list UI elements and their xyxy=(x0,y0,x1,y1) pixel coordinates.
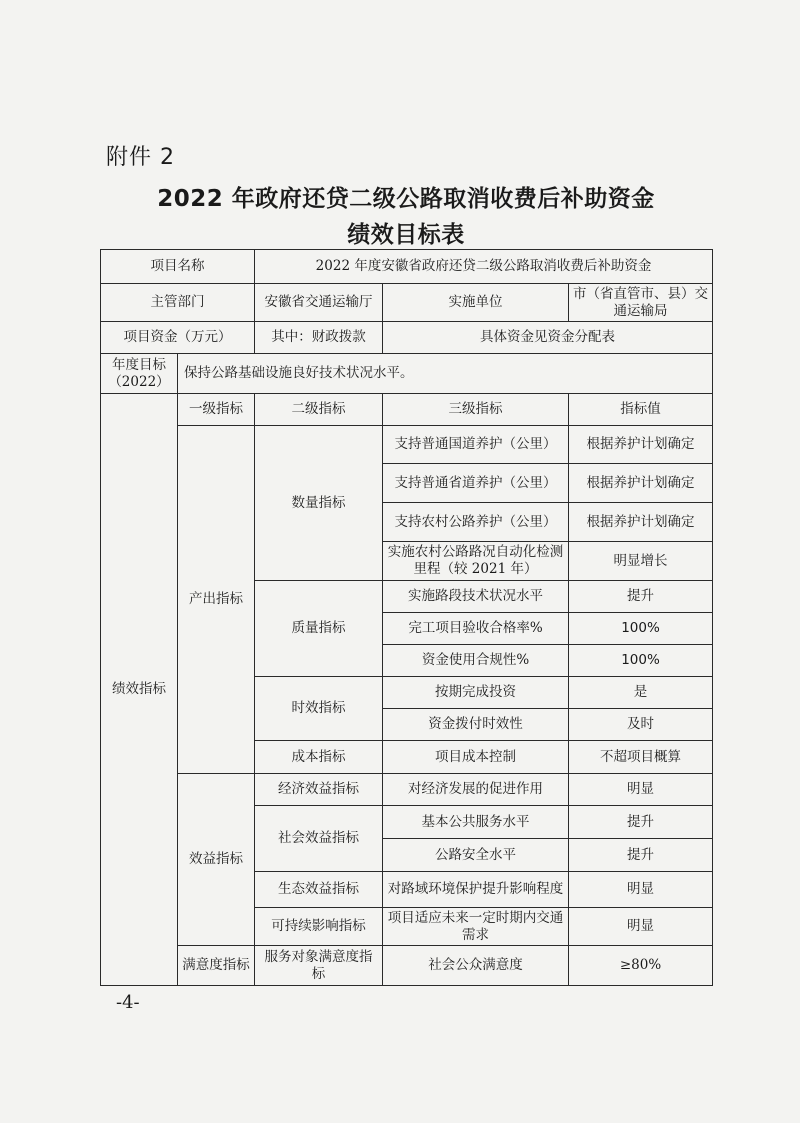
impl-unit-value: 市（省直管市、县）交通运输局 xyxy=(569,284,713,322)
attachment-label: 附件 2 xyxy=(106,145,175,170)
fund-sub: 其中：财政拨款 xyxy=(255,322,383,354)
satisfaction-indicator-label: 满意度指标 xyxy=(178,946,255,986)
value-cell: 不超项目概算 xyxy=(569,741,713,774)
col-level2: 二级指标 xyxy=(255,394,383,426)
value-cell: ≥80% xyxy=(569,946,713,986)
level3-cell: 公路安全水平 xyxy=(383,839,569,872)
level3-cell: 项目成本控制 xyxy=(383,741,569,774)
value-cell: 100% xyxy=(569,645,713,677)
value-cell: 提升 xyxy=(569,839,713,872)
value-cell: 根据养护计划确定 xyxy=(569,503,713,542)
economic-indicator-label: 经济效益指标 xyxy=(255,774,383,806)
document-subtitle: 绩效目标表 xyxy=(347,222,465,248)
cost-indicator-label: 成本指标 xyxy=(255,741,383,774)
level3-cell: 资金使用合规性% xyxy=(383,645,569,677)
level3-cell: 支持普通国道养护（公里） xyxy=(383,426,569,464)
col-level1: 一级指标 xyxy=(178,394,255,426)
level3-cell: 项目适应未来一定时期内交通需求 xyxy=(383,908,569,946)
level3-cell: 实施农村公路路况自动化检测里程（较 2021 年） xyxy=(383,542,569,581)
table-row xyxy=(101,250,713,284)
document-title: 2022 年政府还贷二级公路取消收费后补助资金 xyxy=(157,186,655,212)
table-row xyxy=(101,946,713,986)
value-cell: 提升 xyxy=(569,581,713,613)
fund-value: 具体资金见资金分配表 xyxy=(383,322,713,354)
value-cell: 明显 xyxy=(569,908,713,946)
time-indicator-label: 时效指标 xyxy=(255,677,383,741)
level3-cell: 完工项目验收合格率% xyxy=(383,613,569,645)
value-cell: 提升 xyxy=(569,806,713,839)
perf-indicator-label: 绩效指标 xyxy=(101,394,178,986)
value-cell: 根据养护计划确定 xyxy=(569,426,713,464)
service-sat-indicator-label: 服务对象满意度指标 xyxy=(255,946,383,986)
annual-goal-label: 年度目标（2022） xyxy=(101,354,178,394)
quantity-indicator-label: 数量指标 xyxy=(255,426,383,581)
value-cell: 及时 xyxy=(569,709,713,741)
level3-cell: 支持农村公路养护（公里） xyxy=(383,503,569,542)
table-row xyxy=(101,426,713,464)
level3-cell: 按期完成投资 xyxy=(383,677,569,709)
table-header-row xyxy=(101,394,713,426)
level3-cell: 社会公众满意度 xyxy=(383,946,569,986)
level3-cell: 支持普通省道养护（公里） xyxy=(383,464,569,503)
dept-value: 安徽省交通运输厅 xyxy=(255,284,383,322)
benefit-indicator-label: 效益指标 xyxy=(178,774,255,946)
value-cell: 明显增长 xyxy=(569,542,713,581)
table-row xyxy=(101,322,713,354)
fund-label: 项目资金（万元） xyxy=(101,322,255,354)
project-name-label: 项目名称 xyxy=(101,250,255,284)
table-row xyxy=(101,284,713,322)
quality-indicator-label: 质量指标 xyxy=(255,581,383,677)
value-cell: 明显 xyxy=(569,774,713,806)
value-cell: 根据养护计划确定 xyxy=(569,464,713,503)
social-indicator-label: 社会效益指标 xyxy=(255,806,383,872)
level3-cell: 基本公共服务水平 xyxy=(383,806,569,839)
table-row xyxy=(101,774,713,806)
eco-indicator-label: 生态效益指标 xyxy=(255,872,383,908)
col-value: 指标值 xyxy=(569,394,713,426)
annual-goal-value: 保持公路基础设施良好技术状况水平。 xyxy=(178,354,713,394)
col-level3: 三级指标 xyxy=(383,394,569,426)
dept-label: 主管部门 xyxy=(101,284,255,322)
value-cell: 明显 xyxy=(569,872,713,908)
impl-unit-label: 实施单位 xyxy=(383,284,569,322)
value-cell: 是 xyxy=(569,677,713,709)
page-number: -4- xyxy=(116,992,140,1013)
level3-cell: 实施路段技术状况水平 xyxy=(383,581,569,613)
value-cell: 100% xyxy=(569,613,713,645)
project-name-value: 2022 年度安徽省政府还贷二级公路取消收费后补助资金 xyxy=(255,250,713,284)
level3-cell: 对经济发展的促进作用 xyxy=(383,774,569,806)
level3-cell: 对路域环境保护提升影响程度 xyxy=(383,872,569,908)
level3-cell: 资金拨付时效性 xyxy=(383,709,569,741)
table-row xyxy=(101,354,713,394)
output-indicator-label: 产出指标 xyxy=(178,426,255,774)
sustain-indicator-label: 可持续影响指标 xyxy=(255,908,383,946)
performance-target-table xyxy=(100,249,713,986)
